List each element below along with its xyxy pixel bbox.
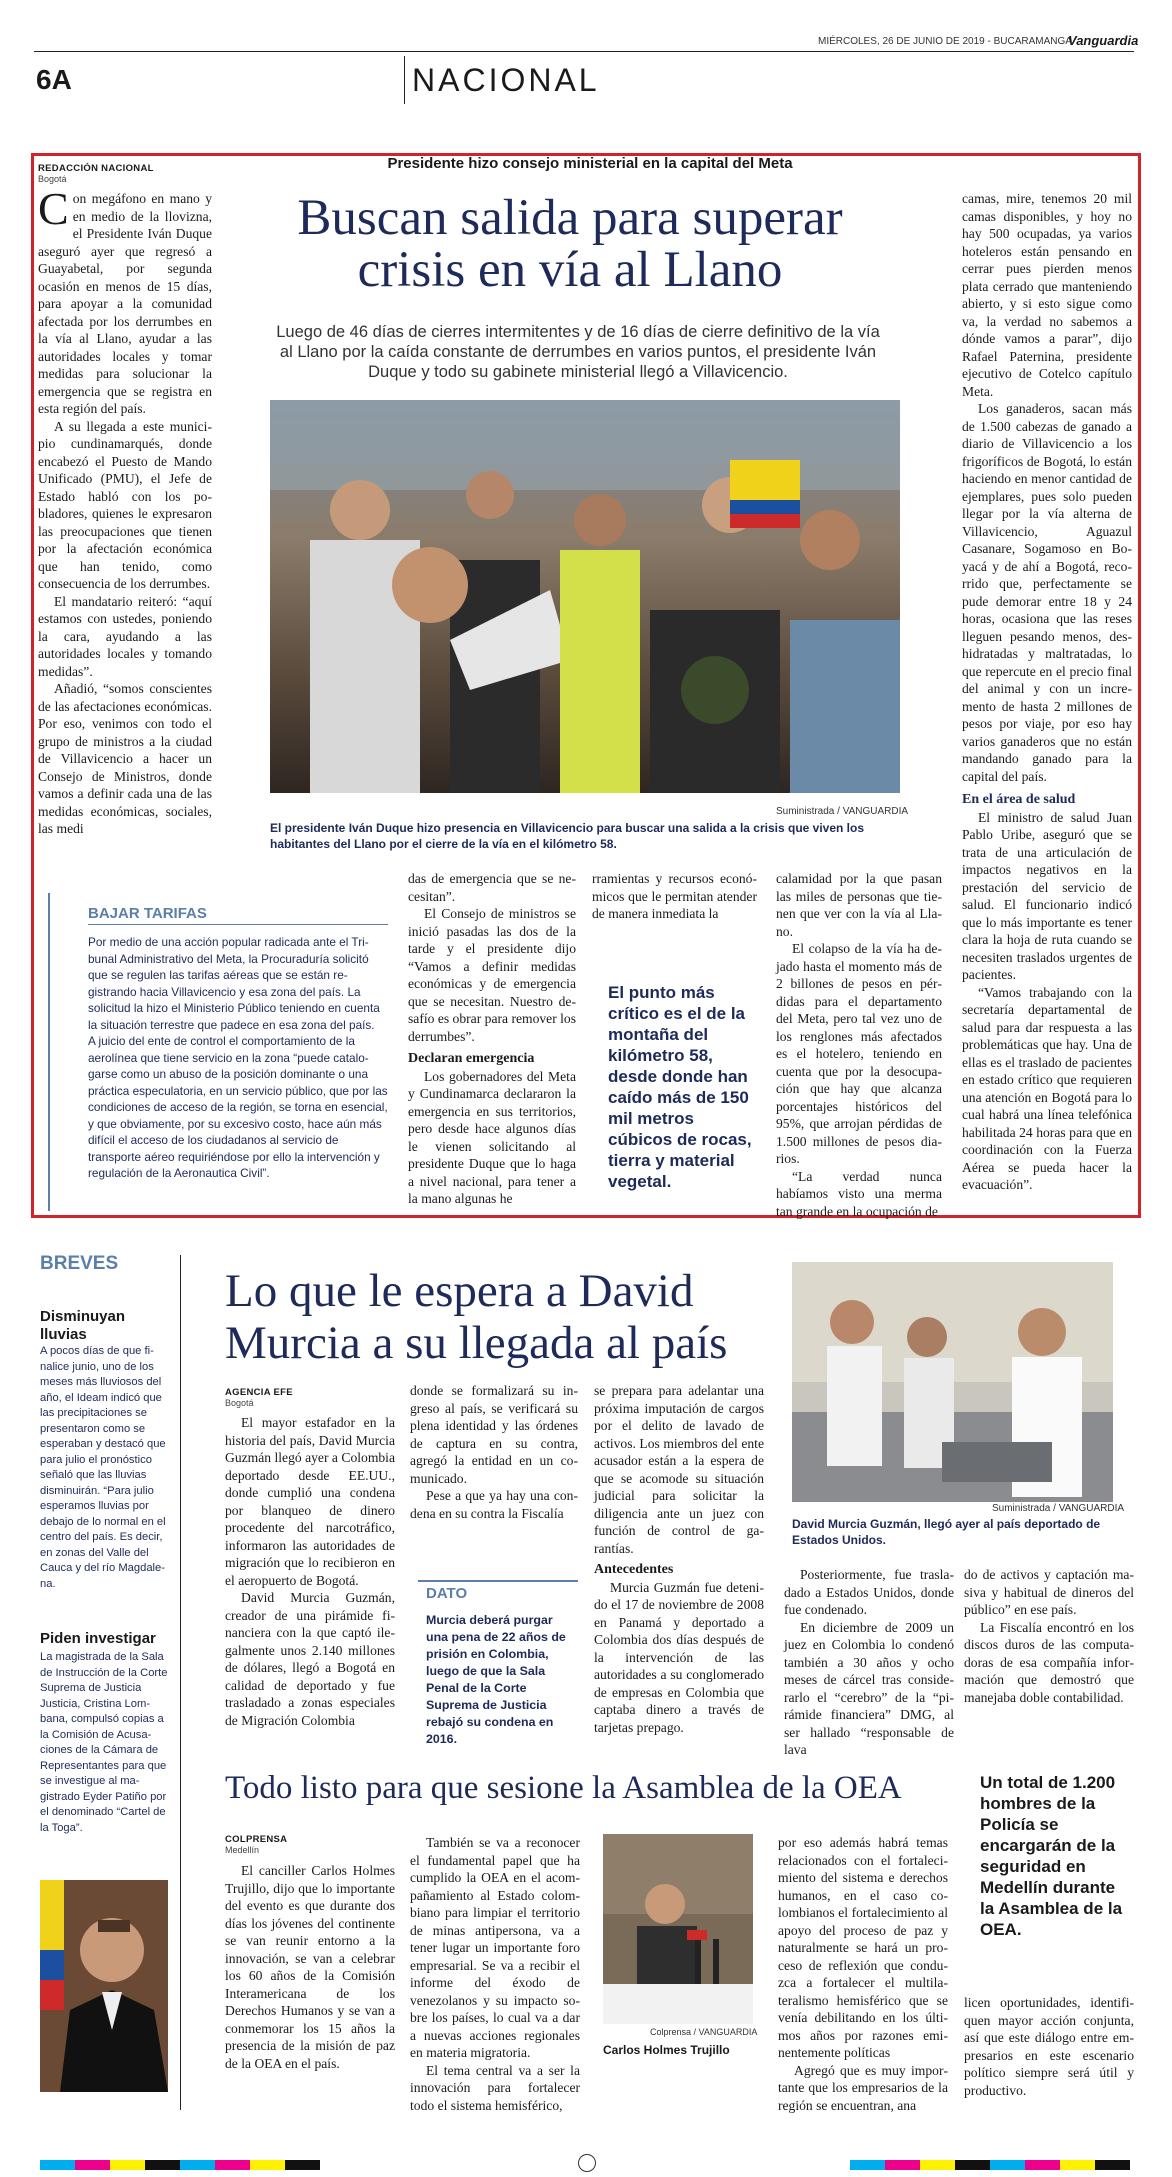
page-number: 6A [36, 64, 72, 95]
murcia-place: Bogotá [225, 1398, 254, 1408]
header-date: MIÉRCOLES, 26 DE JUNIO DE 2019 - BUCARAMANGA [818, 36, 1072, 47]
lead-mid3-p1: calamidad por la que pasan las miles de personas que tienen que ver con la vía al Llano. [776, 871, 942, 939]
tarifas-underline [88, 924, 388, 925]
murcia-c1-p2: David Murcia Guzmán, creador de una pirámide financiera con la que captó ilegalmente unos 2.140 millones de dólares, llegó a Bogotá en calidad de deportado y fue trasladado a zonas especiales de Migración Colombia [225, 1590, 395, 1728]
murcia-c1-p1: El mayor estafador en la historia del país, David Murcia Guzmán llegó ayer a Colombia deportado desde EE.UU., donde cumplió una condena por blanqueo de dinero procedente del narcotráfico, informaron las autoridades de migración que lo recibieron en el aeropuerto de Bogotá. [225, 1415, 395, 1588]
dato-bracket [418, 1580, 578, 1582]
breves-p1: A pocos días de que finalice junio, uno de los meses más lluviosos del año, el Ideam indicó que las precipitaciones se presentaron como se esperaban y destacó que para julio el pronóstico señaló que las lluvias disminuirán. “Para julio esperamos lluvias por debajo de lo normal en el centro del país. Es decir, en zonas del Valle del Cauca y del río Magdalena. [40, 1345, 166, 1590]
oea-c2-p1: También se va a reconocer el fundamental papel que ha cumplido la OEA en el acompañamiento al Estado colombiano para limpiar el territorio de minas antipersona, va a tener lugar un importante foro empresarial. Se va a recibir el informe del éxodo de venezolanos y su impacto sobre los países, lo cual va a dar a nuevas acciones regionales en materia migratoria. [410, 1835, 580, 2060]
murcia-title [225, 1265, 727, 1369]
murcia-c2-p1: donde se formalizará su ingreso al país, se verificará su plena identidad y las órdenes de captura en su contra, agregó la entidad en un comunicado. [410, 1383, 578, 1486]
lead-right-p3: El ministro de salud Juan Pablo Uribe, aseguró que se trata de una articulación de impactos negativos en la prestación del servicio de salud. El funcionario indicó que lo más importante es tener clara la hoja de ruta cuando se necesiten traslados urgentes de pacientes. [962, 809, 1132, 982]
murcia-caption: David Murcia Guzmán, llegó ayer al país deportado de Estados Unidos. [792, 1517, 1101, 1547]
oea-col-2 [410, 1834, 580, 2113]
tarifas-title: BAJAR TARIFAS [88, 905, 207, 922]
header-brand: Vanguardia [1068, 33, 1139, 48]
murcia-c4-p1: Posteriormente, fue trasladado a Estados Unidos, donde fue condenado. [784, 1567, 954, 1617]
lead-col1-p2: A su llegada a este municipio cundinamarqués, donde encabezó el Puesto de Mando Unificado (PMU), el Jefe de Estado habló con los pobladores, quienes le expresaron las preocupaciones que tienen por la afectación económica que han tenido, como consecuencia de los derrumbes. [38, 418, 212, 591]
murcia-title-line2: Murcia a su llegada al país [225, 1317, 728, 1369]
murcia-c5-p2: La Fiscalía encontró en los discos duros de las computadoras de esa compañía información que demostró que manejaba doble contabilidad. [964, 1619, 1134, 1705]
header-rule [34, 51, 1134, 52]
lead-col-1 [38, 183, 212, 855]
lead-summary: Luego de 46 días de cierres intermitentes y de 16 días de cierre definitivo de la vía al Llano por la caída constante de derrumbes en varios puntos, el presidente Iván Duque y todo su gabinete ministerial llegó a Villavicencio. [276, 323, 880, 381]
lead-title-line1: Buscan salida para superar [297, 190, 843, 246]
murcia-col-4 [784, 1566, 954, 1757]
lead-col1-p3: El mandatario reiteró: “aquí estamos con ustedes, poniendo la cara, ayudando a las autoridades locales y tomando medidas”. [38, 593, 212, 679]
murcia-photo-credit: Suministrada / VANGUARDIA [992, 1503, 1125, 1514]
lead-mid1-sub: Declaran emergencia [408, 1051, 535, 1066]
lead-right-p4: “Vamos trabajando con la secretaría departamental de salud para dar respuesta a las problemáticas que hay. Una de ellas es el traslado de pacientes en estado crítico que requieren una atención en Bogotá para lo cual habrá una línea telefónica habilitada 24 horas para que en coordinación con la Fuerza Aérea se pueda hacer la evacuación”. [962, 984, 1132, 1192]
oea-c2-p2: El tema central va a ser la innovación para fortalecer todo el sistema hemisférico, [410, 2062, 580, 2113]
lead-right-sub: En el área de salud [962, 792, 1076, 807]
dato-text: Murcia deberá purgar una pena de 22 años de prisión en Colombia, luego de que la Sala Penal de la Corte Suprema de Justicia rebajó su condena en 2016. [426, 1613, 566, 1746]
lead-caption: El presidente Iván Duque hizo presencia en Villavicencio para buscar una salida a la crisis que viven los habitantes del Llano por el cierre de la vía en el kilómetro 58. [270, 821, 865, 851]
murcia-col-2 [410, 1382, 578, 1582]
murcia-c3-sub: Antecedentes [594, 1562, 674, 1577]
oea-c4-p1: por eso además habrá temas relacionados con el fortalecimiento del sistema e derechos humanos, en el caso colombianos el fortalecimiento al apoyo del proceso de paz y naturalmente se hará un proceso de reflexión que conduzca a fortalecer el multilateralismo hemisférico que se venía debilitando en los últimos años por razones eminentemente políticas [778, 1835, 948, 2060]
tarifas-body [88, 934, 388, 1210]
murcia-c5-p1: do de activos y captación masiva y habitual de dineros del público” en ese país. [964, 1567, 1134, 1617]
dato-title: DATO [426, 1585, 468, 1602]
registration-mark [578, 2154, 596, 2172]
lead-right-p1: camas, mire, tenemos 20 mil camas disponibles, y hoy no hay 500 ocupadas, ya varios hoteleros están pensando en cerrar pues pierden menos plata cerrado que manteniendo abierto, y si esto sigue como va, la verdad no sabemos a dónde vamos a parar”, dijo Rafael Paternina, presidente ejecutivo de Cotelco capítulo Meta. [962, 191, 1132, 399]
murcia-photo [792, 1262, 1113, 1502]
murcia-c4-p2: En diciembre de 2009 un juez en Colombia lo condenó también a 30 años y ocho meses de cárcel tras considerarlo el “cerebro” de la “pirámide financiera” DMG, al ser hallado “responsable de lava [784, 1619, 954, 1757]
section-divider [404, 56, 405, 104]
lead-mid3-p3: “La verdad nunca habíamos visto una merma tan grande en la ocupación de [776, 1168, 942, 1219]
murcia-c2-p2: Pese a que ya hay una condena en su contra la Fiscalía [410, 1488, 578, 1521]
oea-c4-p2: Agregó que es muy importante que los empresarios de la región se encuentran, ana [778, 2062, 948, 2113]
lead-mid1-p1: das de emergencia que se necesitan”. [408, 871, 576, 904]
oea-pull-quote: Un total de 1.200 hombres de la Policía se encargarán de la seguridad en Medellín durante la Asamblea de la OEA. [980, 1773, 1123, 1939]
lead-right-p2: Los ganaderos, sacan más de 1.500 cabezas de ganado a diario de Villavicencio a los frigoríficos de Bogotá, lo están haciendo en menor cantidad de ejemplares, pues solo pueden llegar por la vía alterna de Villavicencio, Aguazul Casanare, Sogamoso en Boyacá y de ahí a Bogotá, recorrido que, perfectamente se pude demorar entre 18 y 24 horas, ocasiona que las reses lleguen pesando menos, deshidratadas y maltratadas, lo que repercute en el precio final del animal y con un incremento de hasta 2 millones de pesos por viaje, por eso hay varios ganaderos que no están mandando ganado para la capital del país. [962, 401, 1132, 784]
lead-mid2-p1: rramientas y recursos económicos que le permitan atender de manera inmediata la [592, 871, 757, 921]
tarifas-bracket [48, 893, 50, 1211]
lead-photo [270, 400, 900, 793]
oea-c5-p1: licen oportunidades, identifiquen mayor acción conjunta, así que este diálogo entre empresarios en este escenario político siempre será útil y productivo. [964, 1995, 1134, 2098]
murcia-c3-p1: se prepara para adelantar una próxima imputación de cargos por el delito de lavado de activos. Los miembros del ente acusador están a la espera de que se acomode su situación judicial para solicitar la diligencia ante un juez con función de control de garantías. [594, 1383, 764, 1556]
crowd-illustration [270, 400, 900, 793]
oea-col-5 [964, 1994, 1134, 2104]
section-title: NACIONAL [412, 62, 600, 98]
murcia-c3-p2: Murcia Guzmán fue detenido el 17 de noviembre de 2008 en Panamá y deportado a Colombia dos días después de la intervención de las autoridades a su conglomerado de empresas en Colombia que captaba dinero a través de tarjetas prepago. [594, 1579, 764, 1735]
tarifas-p2: A juicio del ente de control el comportamiento de la aerolínea que tiene servicio en la zona “puede catalogarse como un abuso de la posición dominante o una práctica especulatoria, en un servicio público, que por las condiciones de acceso de la región, se torna en esencial, y que obviamente, por su excesivo costo, hace aún más difícil el acceso de los ciudadanos al servicio de transporte aéreo requiriéndose por ello la intervención y regulación de la Aeronautica Civil”. [88, 1034, 388, 1180]
oea-place: Medellín [225, 1845, 260, 1855]
oea-byline: COLPRENSA [225, 1834, 288, 1845]
color-bar-right [850, 2160, 1130, 2170]
lead-mid-col-1 [408, 870, 576, 1215]
oea-illustration [603, 1834, 753, 2024]
breves-divider [180, 1255, 181, 2110]
murcia-col-5 [964, 1566, 1134, 1751]
lead-title-line2: crisis en vía al Llano [357, 242, 783, 298]
lead-mid1-p2: El Consejo de ministros se inició pasadas las dos de la tarde y el presidente dijo “Vamos a definir medidas económicas y de emergencia que se necesitan. Nuestro desafío es obrar para remover los derrumbes”. [408, 906, 576, 1044]
tarifas-p1: Por medio de una acción popular radicada ante el Tribunal Administrativo del Meta, la Procuraduría solicitó que se regulen las tarifas aéreas que se están registrando hacia Villavicencio y esa zona del país. La solicitud la hizo el Ministerio Público teniendo en cuenta la situación terrestre que padece en esa zona del país. [88, 935, 380, 1032]
lead-col1-p4: Añadió, “somos conscientes de las afectaciones económicas. Por eso, venimos con todo el grupo de ministros a la ciudad de Villavicencio a hacer un Consejo de Ministros, donde vamos a definir cada una de las medidas económicas, sociales, las medi [38, 681, 212, 836]
dropcap: C [38, 183, 69, 234]
oea-photo-credit: Colprensa / VANGUARDIA [650, 2027, 758, 2037]
breves-h1: Disminuyan lluvias [40, 1308, 126, 1343]
lead-pull-quote: El punto más crítico es el de la montaña del kilómetro 58, desde donde han caído más de 150 mil metros cúbicos de rocas, tierra y material vegetal. [608, 983, 752, 1191]
breves-h2: Piden investigar [40, 1630, 156, 1647]
murcia-byline: AGENCIA EFE [225, 1387, 293, 1398]
oea-col-1 [225, 1862, 395, 2102]
lead-mid-col-2 [592, 870, 757, 930]
oea-photo [603, 1834, 753, 2024]
oea-caption: Carlos Holmes Trujillo [603, 2043, 730, 2057]
lead-col1-p1: on megáfono en mano y en medio de la llovizna, el Presidente Iván Duque aseguró ayer que regresó a Guayabetal, por segunda ocasión en menos de 15 días, para apoyar a la comunidad afectada por los derrumbes en la vía al Llano, ayudar a las autoridades locales y tomar medidas para solucionar la emergencia que se registra en esta región del país. [38, 191, 212, 416]
lead-photo-credit: Suministrada / VANGUARDIA [776, 806, 909, 817]
lead-kicker: Presidente hizo consejo ministerial en la capital del Meta [387, 155, 793, 172]
oea-c1-p1: El canciller Carlos Holmes Trujillo, dijo que lo importante del evento es que durante dos días los jóvenes del continente se van reunir entorno a la innovación, se van a celebrar los 60 años de la Comisión Interamericana de los Derechos Humanos y se van a conmemorar los 15 años la presencia de la misión de paz de la OEA en el país. [225, 1863, 395, 2071]
oea-title: Todo listo para que sesione la Asamblea de la OEA [225, 1770, 902, 1806]
lead-title [240, 192, 900, 296]
breves-p2: La magistrada de la Sala de Instrucción de la Corte Suprema de Justicia Justicia, Cristina Lombana, compulsó copias a la Comisión de Acusaciones de la Cámara de Representantes para que se investigue al magistrado Eyder Patiño por el denominado “Cartel de la Toga”. [40, 1651, 168, 1834]
lead-mid1-p3: Los gobernadores del Meta y Cundinamarca declararon la emergencia en sus territorios, pero desde hace algunos días le vienen solicitando al presidente Duque que lo haga a nivel nacional, para tener a la mano algunas he [408, 1068, 576, 1206]
breves-title: BREVES [40, 1253, 119, 1274]
lead-mid3-p2: El colapso de la vía ha dejado hasta el momento más de 2 billones de pesos en pérdidas para el departamento del Meta, pero tal vez uno de los renglones más afectados es el hotelero, teniendo en cuenta que por la desocupación que hay que alcanza porcentajes históricos del 95%, que arrojan pérdidas de 1.500 millones de pesos diarios. [776, 941, 942, 1166]
magistrate-illustration [40, 1880, 168, 2092]
murcia-col-3 [594, 1382, 764, 1747]
lead-byline: REDACCIÓN NACIONAL [38, 163, 154, 174]
murcia-illustration [792, 1262, 1113, 1502]
oea-col-4 [778, 1834, 948, 2113]
lead-right-col [962, 190, 1132, 1212]
murcia-title-line1: Lo que le espera a David [225, 1265, 694, 1317]
color-bar-left [40, 2160, 320, 2170]
magistrate-photo [40, 1880, 168, 2092]
lead-mid-col-3 [776, 870, 942, 1219]
murcia-col-1 [225, 1414, 395, 1754]
lead-place: Bogotá [38, 174, 67, 184]
